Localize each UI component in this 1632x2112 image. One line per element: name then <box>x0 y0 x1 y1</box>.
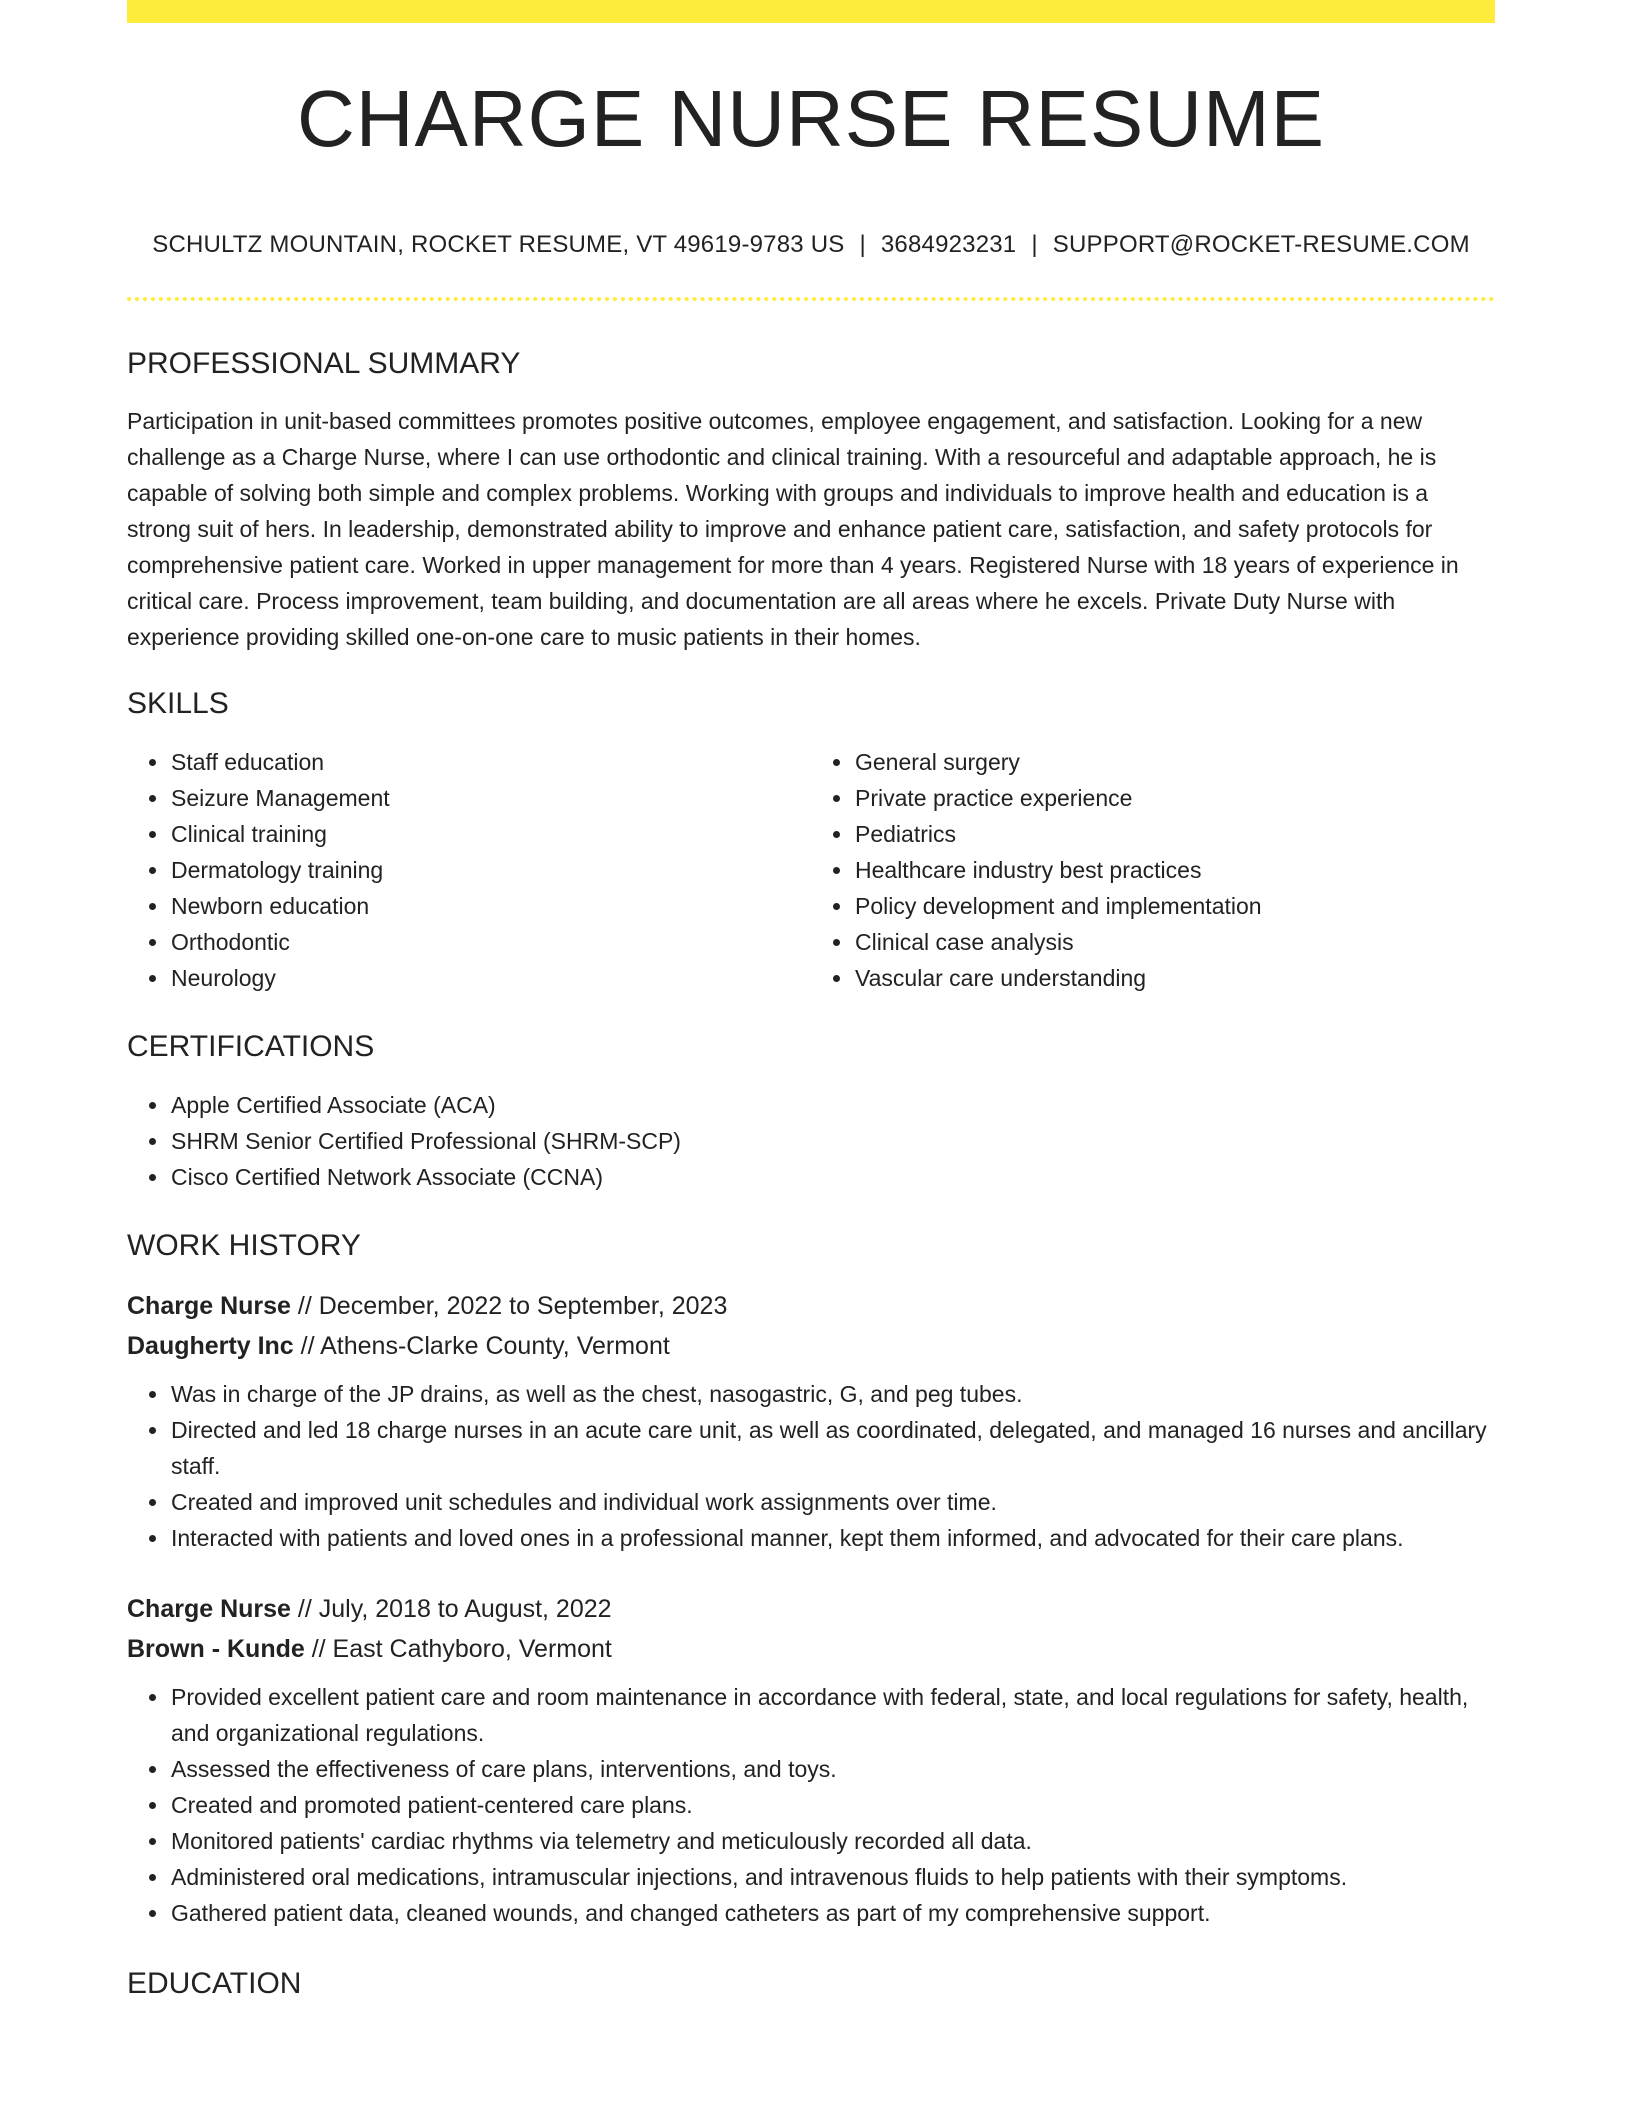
job-duty-item: • Created and improved unit schedules and individual work assignments over time. <box>170 1484 1495 1520</box>
skills-grid <box>127 744 1495 996</box>
job-role-line <box>127 1589 1495 1629</box>
skill-item: • Clinical case analysis <box>854 924 1495 960</box>
job-duty-item: • Monitored patients' cardiac rhythms via telemetry and meticulously recorded all data. <box>170 1823 1495 1859</box>
dotted-divider <box>127 297 1495 301</box>
education-heading: EDUCATION <box>127 1967 302 2000</box>
job-duty-item: • Administered oral medications, intramuscular injections, and intravenous fluids to help patients with their symptoms. <box>170 1859 1495 1895</box>
job-duty-item: • Gathered patient data, cleaned wounds, and changed catheters as part of my comprehensive support. <box>170 1895 1495 1931</box>
contact-address: SCHULTZ MOUNTAIN, ROCKET RESUME, VT 49619-9783 US <box>152 231 845 258</box>
contact-email: SUPPORT@ROCKET-RESUME.COM <box>1052 231 1470 258</box>
skill-item: • Dermatology training <box>170 852 811 888</box>
job-duties-list <box>127 1679 1495 1931</box>
job-company-line <box>127 1326 1495 1366</box>
summary-heading: PROFESSIONAL SUMMARY <box>127 347 521 380</box>
skill-item: • Neurology <box>170 960 811 996</box>
resume-page <box>127 0 1495 1999</box>
accent-top-bar <box>127 0 1495 23</box>
skills-heading: SKILLS <box>127 687 229 720</box>
job-company: Brown - Kunde <box>127 1635 305 1663</box>
job-entry <box>127 1286 1495 1556</box>
contact-phone: 3684923231 <box>880 231 1017 258</box>
work-history-heading: WORK HISTORY <box>127 1229 361 1262</box>
job-duty-item: • Interacted with patients and loved ones in a professional manner, kept them informed, and advocated for their care plans. <box>170 1520 1495 1556</box>
contact-line <box>127 231 1495 259</box>
job-duty-item: • Created and promoted patient-centered care plans. <box>170 1787 1495 1823</box>
skill-item: • Private practice experience <box>854 780 1495 816</box>
certification-item: • Cisco Certified Network Associate (CCNA) <box>170 1159 1495 1195</box>
skill-item: • Clinical training <box>170 816 811 852</box>
skill-item: • Healthcare industry best practices <box>854 852 1495 888</box>
certifications-heading: CERTIFICATIONS <box>127 1030 375 1063</box>
skills-column-right <box>811 744 1495 996</box>
job-company: Daugherty Inc <box>127 1332 294 1360</box>
job-duty-item: • Directed and led 18 charge nurses in an acute care unit, as well as coordinated, delegated, and managed 16 nurses and ancillary staff. <box>170 1412 1495 1484</box>
skill-item: • Vascular care understanding <box>854 960 1495 996</box>
job-duties-list <box>127 1376 1495 1556</box>
skills-column-left <box>127 744 811 996</box>
job-role: Charge Nurse <box>127 1292 291 1320</box>
summary-text: Participation in unit-based committees promotes positive outcomes, employee engagement, and satisfaction. Looking for a new challenge as a Charge Nurse, where I can use orthodontic and clinical training. With a resourceful and adaptable approach, he is capable of solving both simple and complex problems. Working with groups and individuals to improve health and education is a strong suit of hers. In leadership, demonstrated ability to improve and enhance patient care, satisfaction, and safety protocols for comprehensive patient care. Worked in upper management for more than 4 years. Registered Nurse with 18 years of experience in critical care. Process improvement, team building, and documentation are all areas where he excels. Private Duty Nurse with experience providing skilled one-on-one care to music patients in their homes. <box>127 408 1459 650</box>
job-entry <box>127 1589 1495 1931</box>
job-company-line <box>127 1629 1495 1669</box>
certification-item: • SHRM Senior Certified Professional (SHRM-SCP) <box>170 1123 1495 1159</box>
contact-separator: | <box>859 231 866 258</box>
skill-item: • Staff education <box>170 744 811 780</box>
skill-item: • General surgery <box>854 744 1495 780</box>
job-dates: // July, 2018 to August, 2022 <box>290 1595 612 1623</box>
skill-item: • Policy development and implementation <box>854 888 1495 924</box>
skill-item: • Orthodontic <box>170 924 811 960</box>
job-dates: // December, 2022 to September, 2023 <box>290 1292 728 1320</box>
skills-list-right <box>811 744 1495 996</box>
skills-list-left <box>127 744 811 996</box>
job-location: // Athens-Clarke County, Vermont <box>293 1332 670 1360</box>
job-role-line <box>127 1286 1495 1326</box>
certification-item: • Apple Certified Associate (ACA) <box>170 1087 1495 1123</box>
skill-item: • Newborn education <box>170 888 811 924</box>
resume-title: CHARGE NURSE RESUME <box>296 74 1326 163</box>
job-location: // East Cathyboro, Vermont <box>304 1635 612 1663</box>
job-duty-item: • Was in charge of the JP drains, as well as the chest, nasogastric, G, and peg tubes. <box>170 1376 1495 1412</box>
job-duty-item: • Assessed the effectiveness of care plans, interventions, and toys. <box>170 1751 1495 1787</box>
certifications-list <box>127 1087 1495 1195</box>
job-duty-item: • Provided excellent patient care and room maintenance in accordance with federal, state, and local regulations for safety, health, and organizational regulations. <box>170 1679 1495 1751</box>
skill-item: • Seizure Management <box>170 780 811 816</box>
job-role: Charge Nurse <box>127 1595 291 1623</box>
contact-separator: | <box>1031 231 1038 258</box>
skill-item: • Pediatrics <box>854 816 1495 852</box>
